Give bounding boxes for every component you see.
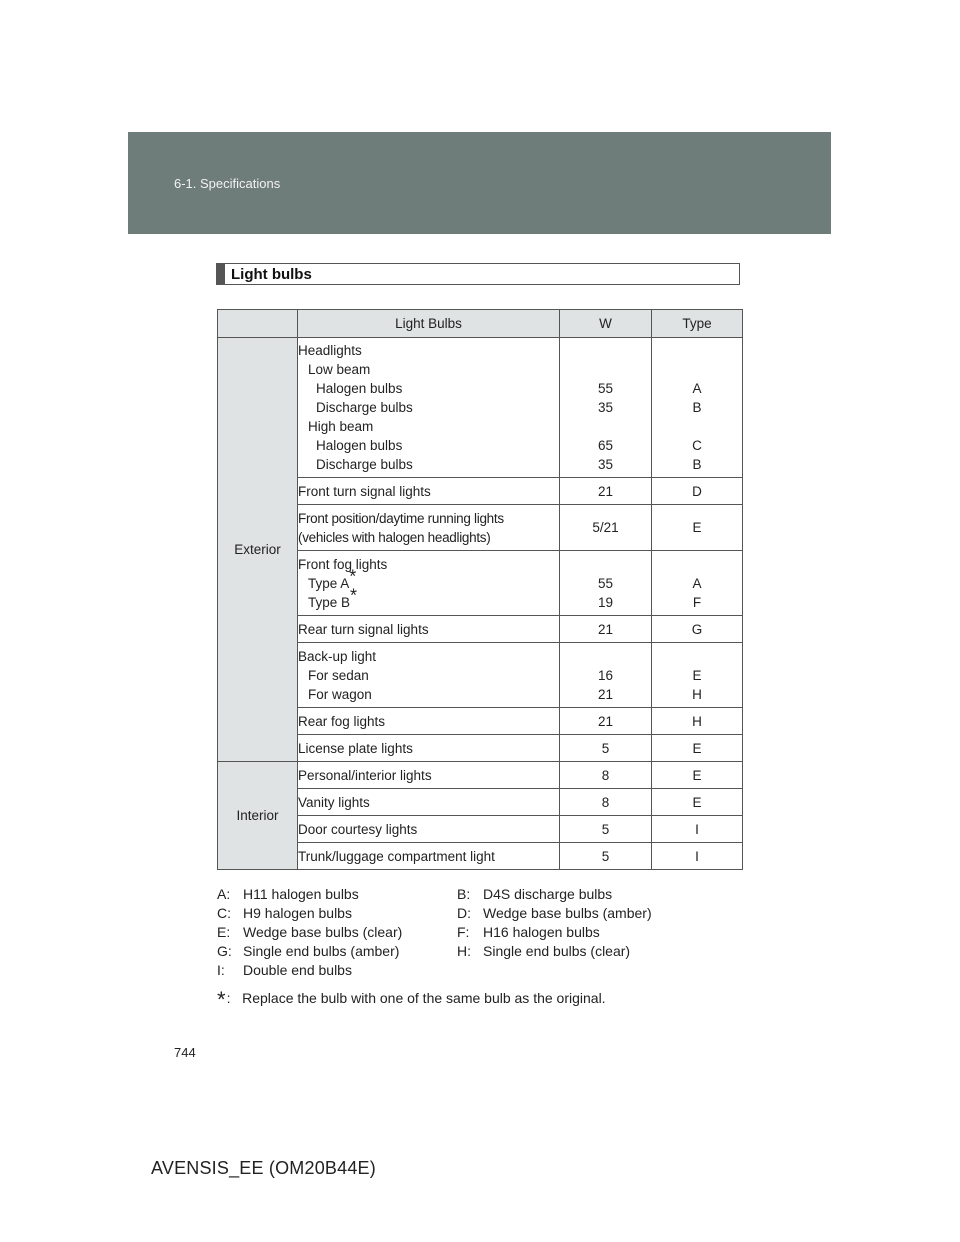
w-high-halogen: 65 [597,438,614,453]
w-backup-wagon: 21 [597,686,614,702]
legend-key: B: [457,886,471,902]
low-discharge-label: Discharge bulbs [316,400,413,415]
low-beam-label: Low beam [308,362,371,377]
row-license-w: 5 [560,735,652,762]
section-title: Light bulbs [231,266,312,283]
legend-item [217,923,402,942]
footnote [217,987,606,1013]
group-interior-label: Interior [236,808,279,823]
front-position-line1: Front position/daytime running lights [298,510,504,526]
row-backup-type [652,643,743,708]
legend-text: H16 halogen bulbs [483,924,600,940]
legend-item [457,904,652,923]
legend-item [457,923,600,942]
legend-key: D: [457,905,471,921]
legend-item [217,961,352,980]
row-license-type: E [652,735,743,762]
type-b-label: Type B [308,594,351,610]
header-w: W [560,310,652,338]
high-halogen-label: Halogen bulbs [316,438,403,453]
legend-text: Wedge base bulbs (amber) [483,905,652,921]
front-fog-type-b [298,585,559,612]
row-rear-turn-type: G [652,616,743,643]
row-license-name: License plate lights [298,735,560,762]
row-interior-0-w: 8 [560,762,652,789]
row-rear-fog-w: 21 [560,708,652,735]
row-front-position-type: E [652,505,743,551]
legend-key: G: [217,943,232,959]
legend-key: I: [217,962,225,978]
legend-key: C: [217,905,231,921]
legend-text: D4S discharge bulbs [483,886,613,902]
t-backup-sedan: E [692,667,702,683]
backup-label: Back-up light [298,648,377,664]
header-blank [218,310,298,338]
row-backup-name [298,643,560,708]
document-code: AVENSIS_EE (OM20B44E) [151,1158,376,1178]
t-fog-a: A [692,575,702,591]
legend-text: Single end bulbs (amber) [243,943,400,959]
row-rear-turn-w: 21 [560,616,652,643]
row-rear-turn-name: Rear turn signal lights [298,616,560,643]
t-low-discharge: B [692,400,702,415]
row-interior-3-name: Trunk/luggage compartment light [298,843,560,870]
asterisk-icon: * [349,566,357,586]
backup-wagon-label: For wagon [308,686,372,702]
row-interior-0-name: Personal/interior lights [298,762,560,789]
backup-sedan-label: For sedan [308,667,369,683]
w-fog-a: 55 [597,575,614,591]
front-fog-label: Front fog lights [298,556,388,572]
row-front-position-w: 5/21 [560,505,652,551]
row-interior-0-type: E [652,762,743,789]
group-interior [218,762,298,870]
legend-key: H: [457,943,471,959]
row-headlights-name [298,338,560,478]
page-number: 744 [174,1045,196,1060]
row-rear-fog-type: H [652,708,743,735]
legend-text: Double end bulbs [243,962,352,978]
table-row [218,338,743,478]
row-front-fog-type [652,551,743,616]
legend-text: H9 halogen bulbs [243,905,352,921]
asterisk-icon: * [217,987,226,1012]
legend-item [217,942,399,961]
row-interior-3-type: I [652,843,743,870]
row-headlights-type [652,338,743,478]
row-interior-2-name: Door courtesy lights [298,816,560,843]
high-beam-label: High beam [308,419,374,434]
table-row [218,762,743,789]
headlights-label: Headlights [298,343,362,358]
light-bulbs-table [217,309,743,870]
header-type: Type [652,310,743,338]
section-title-bar [217,264,225,284]
row-interior-1-w: 8 [560,789,652,816]
high-discharge-label: Discharge bulbs [316,457,413,472]
legend-item [457,885,612,904]
asterisk-icon: * [350,585,358,605]
w-backup-sedan: 16 [597,667,614,683]
legend-item [217,904,352,923]
legend-item [217,885,359,904]
t-backup-wagon: H [692,686,702,702]
row-front-turn-type: D [652,478,743,505]
section-title-box [216,263,740,285]
row-front-fog-name [298,551,560,616]
front-fog-type-a [298,566,559,593]
row-headlights-w [560,338,652,478]
row-front-turn-name: Front turn signal lights [298,478,560,505]
front-position-line2: (vehicles with halogen headlights) [298,529,491,545]
group-exterior-label: Exterior [234,542,281,557]
type-a-label: Type A [308,575,350,591]
t-low-halogen: A [692,381,702,396]
legend-text: H11 halogen bulbs [243,886,359,902]
t-high-halogen: C [692,438,702,453]
row-interior-2-w: 5 [560,816,652,843]
w-low-halogen: 55 [597,381,614,396]
legend-item [457,942,630,961]
w-fog-b: 19 [597,594,614,610]
row-front-turn-w: 21 [560,478,652,505]
row-front-fog-w [560,551,652,616]
legend-key: F: [457,924,470,940]
table-header-row [218,310,743,338]
w-low-discharge: 35 [597,400,614,415]
t-fog-b: F [692,594,702,610]
header-light-bulbs: Light Bulbs [298,310,560,338]
w-high-discharge: 35 [597,457,614,472]
legend-text: Single end bulbs (clear) [483,943,631,959]
section-label: 6-1. Specifications [174,176,281,191]
row-interior-1-name: Vanity lights [298,789,560,816]
group-exterior [218,338,298,762]
row-interior-2-type: I [652,816,743,843]
legend-key: A: [217,886,231,902]
legend-key: E: [217,924,231,940]
footnote-text: : Replace the bulb with one of the same bulb as the original. [226,990,606,1006]
row-rear-fog-name: Rear fog lights [298,708,560,735]
row-backup-w [560,643,652,708]
row-interior-1-type: E [652,789,743,816]
row-interior-3-w: 5 [560,843,652,870]
t-high-discharge: B [692,457,702,472]
low-halogen-label: Halogen bulbs [316,381,403,396]
legend-text: Wedge base bulbs (clear) [243,924,403,940]
row-front-position-name [298,505,560,551]
